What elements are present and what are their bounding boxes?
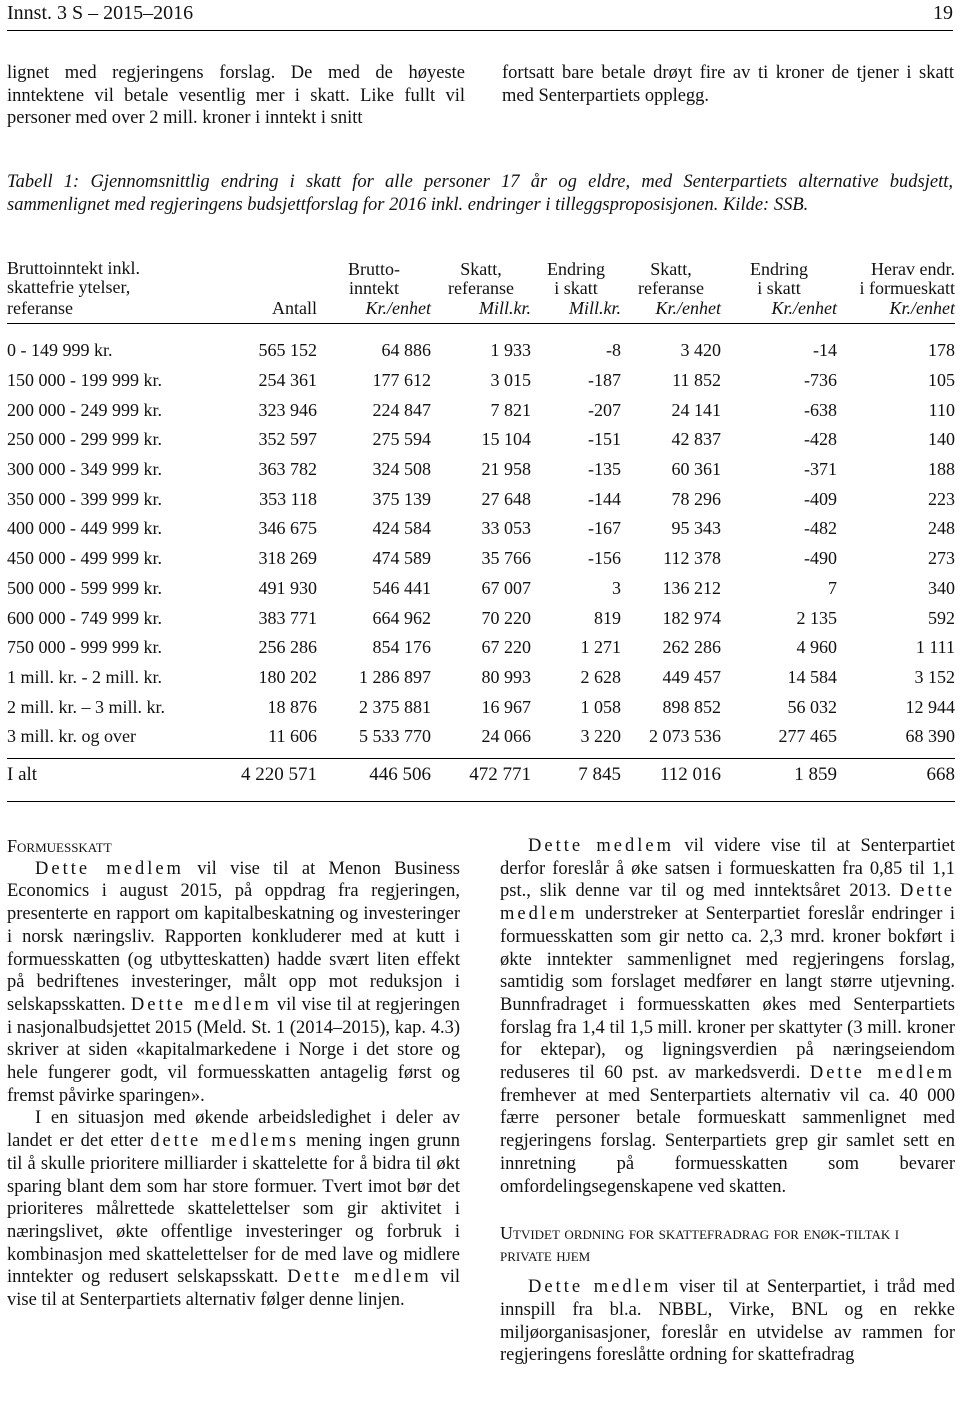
table-row (7, 544, 955, 574)
table-cell: 5 533 770 (359, 726, 431, 747)
table-cell: 346 675 (258, 518, 317, 539)
header-text: i skatt (757, 278, 801, 298)
emphasis: dette medlems (150, 1131, 300, 1152)
unit-label: Kr./enhet (655, 298, 721, 318)
header-text: i skatt (554, 278, 598, 298)
table-cell: -207 (588, 399, 621, 420)
unit-label: Kr./enhet (889, 298, 955, 318)
table-cell: 2 628 (580, 666, 621, 687)
table-cell: 262 286 (662, 637, 721, 658)
section-heading-energy-deduction: Utvidet ordning for skattefradrag for enøk-tiltak i private hjem (500, 1223, 900, 1266)
table-cell: 105 (928, 370, 955, 391)
table-cell: 424 584 (372, 518, 431, 539)
header-text: Skatt, (460, 259, 502, 279)
intro-right-text: fortsatt bare betale drøyt fire av ti kroner de tjener i skatt med Senterpartiets opplegg. (502, 63, 954, 106)
unit-label: Kr./enhet (771, 298, 837, 318)
table-cell: 42 837 (671, 429, 721, 450)
text: I en situasjon med økende arbeidsledighet i deler av landet er det etter (7, 1108, 460, 1152)
table-cell: 592 (928, 607, 955, 628)
emphasis: Dette medlem (528, 836, 675, 856)
table-cell: 350 000 - 399 999 kr. (7, 488, 162, 509)
table-cell: -156 (588, 548, 621, 569)
table-cell: 256 286 (258, 637, 317, 658)
table-row (7, 425, 955, 455)
table-cell: 2 073 536 (649, 726, 721, 747)
table-cell: 80 993 (481, 666, 531, 687)
table-cell: 474 589 (372, 548, 431, 569)
table-cell: 136 212 (662, 577, 721, 598)
table-cell: 819 (594, 607, 621, 628)
table-cell: 2 mill. kr. – 3 mill. kr. (7, 696, 166, 717)
table-cell: 353 118 (259, 488, 317, 509)
header-gross-income (317, 259, 431, 298)
table-units-row (7, 298, 955, 319)
running-title: Innst. 3 S – 2015–2016 (7, 2, 194, 24)
table-cell: -428 (804, 429, 837, 450)
table-cell: 383 771 (258, 607, 317, 628)
table-cell: 273 (928, 548, 955, 569)
text: vil vise til at Menon Business Economics i august 2015, på oppdrag fra regjeringen, presenterte en rapport om kapitalbeskatning og investeringer i norsk næringsliv. Rapporten konkluderer med at kutt i formuesskatten (og utbytteskatten) hadde svært liten effekt på bedriftenes investeringer, målt opp mot reduksjon i selskapsskatten. (7, 858, 460, 1015)
table-cell: -409 (804, 488, 837, 509)
table-cell: -167 (588, 518, 621, 539)
table-cell: 16 967 (481, 696, 531, 717)
table-cell: 7 845 (578, 763, 621, 785)
header-text: i formueskatt (859, 278, 955, 298)
table-cell: 546 441 (372, 577, 431, 598)
header-reference: referanse (7, 298, 73, 318)
table-row (7, 366, 955, 396)
header-income-bracket (7, 259, 207, 298)
table-cell: 177 612 (372, 370, 431, 391)
table-cell: 33 053 (481, 518, 531, 539)
text: viser til at Senterpartiet, i tråd med innspill fra bl.a. NBBL, Virke, BNL og en rekke miljøorganisasjoner, foreslår en utvidelse av rammen for regjeringens foreslåtte ordning for skattefradrag (500, 1277, 956, 1366)
table-cell: 491 930 (258, 577, 317, 598)
table-cell: 24 141 (671, 399, 721, 420)
table-cell: 112 378 (663, 548, 721, 569)
table-row (7, 395, 955, 425)
table-cell: 668 (926, 763, 955, 785)
text: mening ingen grunn til å skulle prioritere milliarder i skattelette for å bidra til økt sparing blant dem som har store formuer. Tvert imot bør det prioriteres målrettede skattelettelser som gir aktivitet i næringslivet, økte offentlige investeringer og forbruk i kombinasjon med skattelettelser for de med lave og midlere inntekter og redusert selskapsskatt. (7, 1131, 460, 1288)
table-cell: 1 mill. kr. - 2 mill. kr. (7, 666, 163, 687)
table-row (7, 574, 955, 604)
page-number: 19 (933, 2, 953, 24)
table-cell: -490 (804, 548, 837, 569)
table-cell: 67 220 (481, 637, 531, 658)
table-cell: 3 152 (914, 666, 955, 687)
table-cell: 1 058 (580, 696, 621, 717)
table-caption: Tabell 1: Gjennomsnittlig endring i skatt for alle personer 17 år og eldre, med Senterpartiets alternative budsjett, sammenlignet med regjeringens budsjettforslag for 2016 inkl. endringer i tilleggsproposisjonen. Kilde: SSB. (7, 172, 953, 215)
table-cell: 70 220 (481, 607, 531, 628)
table-cell: 3 220 (580, 726, 621, 747)
text: vil videre vise til at Senterpartiet derfor foreslår å øke satsen i formueskatten fra 0,85 til 1,1 pst., slik denne var til og med inntektsåret 2013. (500, 836, 955, 902)
table-cell: 224 847 (372, 399, 431, 420)
paragraph (500, 1276, 955, 1367)
table-cell: 21 958 (481, 459, 531, 480)
table-cell: -482 (804, 518, 837, 539)
table-cell: 18 876 (267, 696, 317, 717)
table-cell: 1 859 (794, 763, 837, 785)
header-tax-reference (431, 259, 531, 298)
header-tax-change (531, 259, 621, 298)
text: vil vise til at Senterpartiets alternativ følger denne linjen. (7, 1267, 461, 1311)
tax-change-table (7, 259, 955, 802)
table-cell: 0 - 149 999 kr. (7, 340, 113, 361)
table-cell: 565 152 (258, 340, 317, 361)
text: understreker at Senterpartiet foreslår endringer i formuesskatten som gir netto ca. 2,3 mrd. kroner bokført i økte inntekter sammenlignet med regjeringens forslag, samtidig som forslaget medfører en langt større utjevning. Bunnfradraget i formuesskatten økes med Senterpartiets forslag fra 1,4 til 1,5 mill. kroner per skattyter (3 mill. kroner for ektepar), og ligningsverdien på næringseiendom reduseres til 60 pst. av markedsverdi. (500, 904, 955, 1084)
table-cell: 2 375 881 (359, 696, 431, 717)
header-text: Herav endr. (871, 259, 955, 279)
table-cell: 56 032 (787, 696, 837, 717)
table-cell: -187 (588, 370, 621, 391)
table-cell: 664 962 (372, 607, 431, 628)
header-wealth-tax-change (837, 259, 955, 298)
table-row (7, 336, 955, 366)
table-cell: 898 852 (662, 696, 721, 717)
table-cell: -14 (813, 340, 837, 361)
table-cell: 446 506 (369, 763, 431, 785)
table-cell: 318 269 (258, 548, 317, 569)
table-cell: 2 135 (796, 607, 837, 628)
table-cell: -151 (588, 429, 621, 450)
header-text: Skatt, (650, 259, 692, 279)
table-cell: 60 361 (671, 459, 721, 480)
table-cell: 277 465 (778, 726, 837, 747)
table-cell: 11 852 (672, 370, 721, 391)
table-cell: 3 mill. kr. og over (7, 726, 136, 747)
table-cell: 375 139 (372, 488, 431, 509)
table-cell: 450 000 - 499 999 kr. (7, 548, 162, 569)
table-cell: 324 508 (372, 459, 431, 480)
header-text: referanse (448, 278, 514, 298)
table-cell: 3 015 (490, 370, 531, 391)
table-cell: 1 286 897 (359, 666, 431, 687)
header-text: inntekt (349, 278, 399, 298)
table-cell: 750 000 - 999 999 kr. (7, 637, 162, 658)
table-cell: 1 271 (580, 637, 621, 658)
header-count: Antall (272, 298, 317, 318)
table-cell: 1 111 (915, 637, 955, 658)
table-cell: 112 016 (659, 763, 721, 785)
table-row (7, 663, 955, 693)
table-cell: 352 597 (258, 429, 317, 450)
emphasis: Dette medlem (528, 1277, 672, 1298)
table-header-row (7, 259, 955, 298)
table-cell: 854 176 (372, 637, 431, 658)
header-text: Bruttoinntekt inkl. (7, 258, 140, 278)
unit-label: Mill.kr. (479, 298, 531, 318)
table-cell: 140 (928, 429, 955, 450)
header-tax-change-per-unit (721, 259, 837, 298)
table-cell: 95 343 (671, 518, 721, 539)
table-cell: 15 104 (481, 429, 531, 450)
right-column (500, 835, 955, 1367)
table-row (7, 484, 955, 514)
section-heading-wealth-tax: Formuesskatt (7, 836, 112, 856)
unit-label: Mill.kr. (569, 298, 621, 318)
table-cell: 68 390 (905, 726, 955, 747)
table-cell: 4 220 571 (241, 763, 317, 785)
table-cell: 182 974 (662, 607, 721, 628)
table-cell: 300 000 - 349 999 kr. (7, 459, 162, 480)
table-cell: -736 (804, 370, 837, 391)
paragraph (7, 1107, 460, 1311)
table-cell: 7 (828, 577, 837, 598)
intro-left-text: lignet med regjeringens forslag. De med de høyeste inntektene vil betale vesentlig mer i skatt. Like fullt vil personer med over 2 mill. kroner i inntekt i snitt (7, 63, 465, 128)
table-cell: 3 (612, 577, 621, 598)
table-cell: 188 (928, 459, 955, 480)
unit-label: Kr./enhet (365, 298, 431, 318)
table-cell: I alt (7, 763, 38, 785)
table-row (7, 603, 955, 633)
left-column (7, 835, 460, 1312)
table-row (7, 722, 955, 752)
table-cell: 248 (928, 518, 955, 539)
emphasis: Dette medlem (500, 881, 955, 925)
emphasis: Dette medlem (130, 994, 272, 1015)
table-cell: 275 594 (372, 429, 431, 450)
table-cell: 27 648 (481, 488, 531, 509)
text: vil vise til at regjeringen i nasjonalbudsjettet 2015 (Meld. St. 1 (2014–2015), kap. 4.3) skriver at siden «kapitalmarkedene i Norge i det store og hele fungerer godt, vil formuesskatten antagelig først og fremst påvirke sparingen». (7, 994, 460, 1106)
table-cell: -8 (606, 340, 621, 361)
table-row (7, 692, 955, 722)
table-cell: 500 000 - 599 999 kr. (7, 577, 162, 598)
table-cell: -135 (588, 459, 621, 480)
header-text: Endring (547, 259, 605, 279)
table-cell: -371 (804, 459, 837, 480)
table-cell: 178 (928, 340, 955, 361)
table-cell: 449 457 (662, 666, 721, 687)
table-cell: 363 782 (258, 459, 317, 480)
paragraph (500, 835, 955, 1198)
table-cell: -144 (588, 488, 621, 509)
table-row (7, 514, 955, 544)
table-cell: 7 821 (490, 399, 531, 420)
table-cell: 64 886 (381, 340, 431, 361)
table-row (7, 455, 955, 485)
emphasis: Dette medlem (287, 1267, 432, 1288)
table-cell: 400 000 - 449 999 kr. (7, 518, 162, 539)
header-text: skattefrie ytelser, (7, 277, 131, 297)
table-cell: 14 584 (787, 666, 837, 687)
table-cell: 1 933 (490, 340, 531, 361)
table-cell: 223 (928, 488, 955, 509)
text: fremhever at med Senterpartiets alternativ vil ca. 40 000 færre personer betale formueskatt sammenlignet med regjeringens forslag. Senterpartiets grep gir samlet sett en innretning på formuesskatten som bevarer omfordelingsegenskapene ved skatten. (500, 1085, 955, 1197)
table-cell: 11 606 (268, 726, 317, 747)
table-body (7, 336, 955, 752)
table-cell: 340 (928, 577, 955, 598)
header-tax-reference-per-unit (621, 259, 721, 298)
table-cell: 35 766 (481, 548, 531, 569)
paragraph (7, 858, 460, 1108)
table-cell: 323 946 (258, 399, 317, 420)
page-header (7, 0, 953, 31)
table-cell: 67 007 (481, 577, 531, 598)
table-row (7, 633, 955, 663)
header-text: Brutto- (348, 259, 400, 279)
table-cell: 254 361 (258, 370, 317, 391)
table-cell: 110 (928, 399, 955, 420)
emphasis: Dette medlem (35, 858, 184, 879)
header-text: referanse (638, 278, 704, 298)
table-cell: 3 420 (680, 340, 721, 361)
table-cell: 150 000 - 199 999 kr. (7, 370, 162, 391)
emphasis: Dette medlem (809, 1063, 955, 1084)
table-cell: 250 000 - 299 999 kr. (7, 429, 162, 450)
table-cell: 24 066 (481, 726, 531, 747)
table-cell: 200 000 - 249 999 kr. (7, 399, 162, 420)
table-cell: 180 202 (258, 666, 317, 687)
table-cell: 472 771 (469, 763, 531, 785)
table-total-row (7, 758, 955, 791)
table-cell: 600 000 - 749 999 kr. (7, 607, 162, 628)
table-cell: -638 (804, 399, 837, 420)
table-cell: 4 960 (796, 637, 837, 658)
header-text: Endring (750, 259, 808, 279)
table-cell: 78 296 (671, 488, 721, 509)
table-cell: 12 944 (905, 696, 955, 717)
